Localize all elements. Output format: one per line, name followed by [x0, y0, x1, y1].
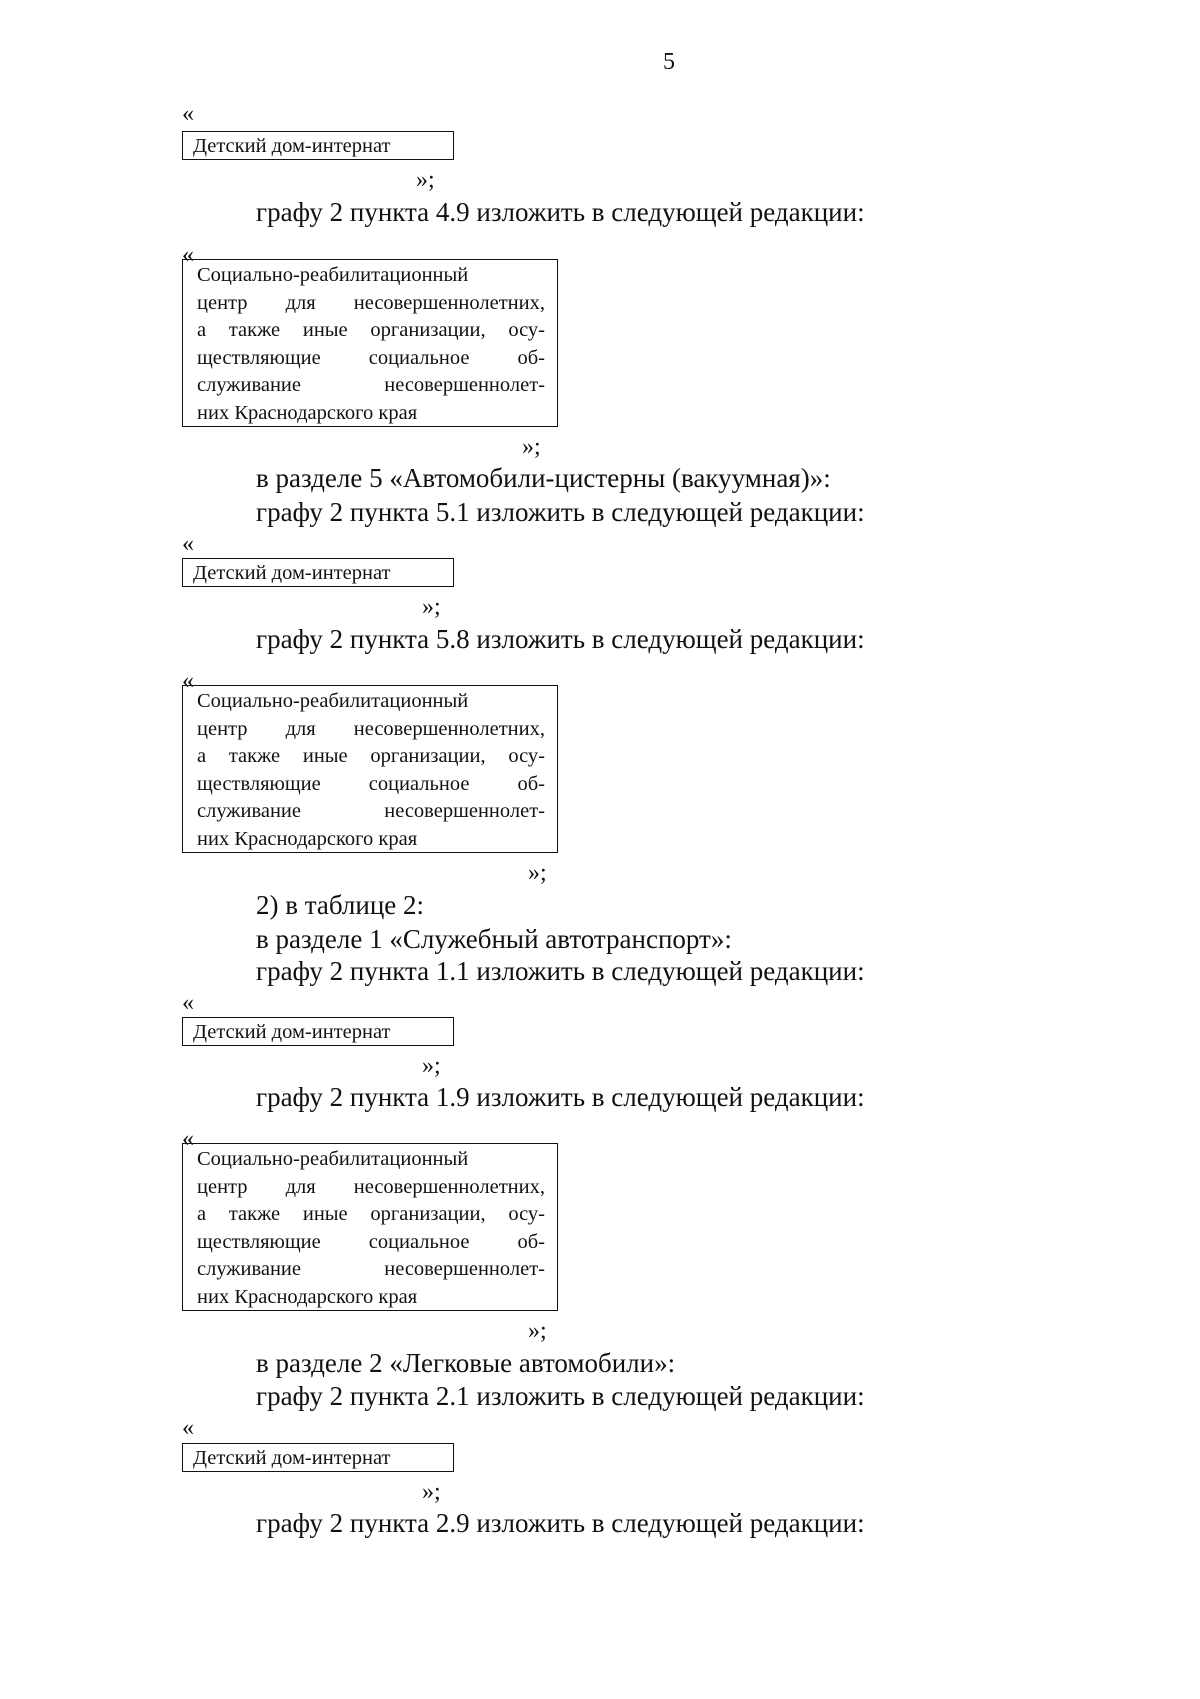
box-line: а также иные организации, осу-	[197, 745, 545, 768]
paragraph-1-1: графу 2 пункта 1.1 изложить в следующей редакции:	[256, 956, 865, 986]
paragraph-section-1: в разделе 1 «Служебный автотранспорт»:	[256, 924, 732, 954]
box-line: центр для несовершеннолетних,	[197, 291, 545, 314]
opening-quote: «	[182, 1126, 194, 1152]
box-line: а также иные организации, осу-	[197, 1203, 545, 1226]
closing-quote: »;	[528, 860, 547, 886]
opening-quote: «	[182, 668, 194, 694]
table-cell-box	[182, 259, 558, 427]
opening-quote: «	[182, 1415, 194, 1441]
closing-quote: »;	[422, 1053, 441, 1079]
table-cell-box: Детский дом-интернат	[182, 1443, 454, 1472]
closing-quote: »;	[422, 1479, 441, 1505]
box-line: центр для несовершеннолетних,	[197, 1175, 545, 1198]
table-cell-box: Детский дом-интернат	[182, 1017, 454, 1046]
box-line: них Краснодарского края	[197, 827, 418, 850]
box-line: Социально-реабилитационный	[197, 1148, 469, 1170]
paragraph-2-9: графу 2 пункта 2.9 изложить в следующей редакции:	[256, 1508, 865, 1538]
table-cell-box: Детский дом-интернат	[182, 558, 454, 587]
table-cell-box	[182, 685, 558, 853]
box-line: Социально-реабилитационный	[197, 264, 469, 286]
paragraph-section-5: в разделе 5 «Автомобили-цистерны (вакуумная)»:	[256, 463, 831, 493]
table-cell-box	[182, 1143, 558, 1311]
paragraph-2-1: графу 2 пункта 2.1 изложить в следующей редакции:	[256, 1381, 865, 1411]
page-number: 5	[663, 49, 675, 75]
box-line: ществляющие социальное об-	[197, 1230, 545, 1253]
closing-quote: »;	[528, 1318, 547, 1344]
box-line: служивание несовершеннолет-	[197, 1258, 545, 1281]
opening-quote: «	[182, 531, 194, 557]
box-line: служивание несовершеннолет-	[197, 374, 545, 397]
box-line: них Краснодарского края	[197, 1285, 418, 1308]
paragraph-5-8: графу 2 пункта 5.8 изложить в следующей редакции:	[256, 624, 865, 654]
box-line: них Краснодарского края	[197, 401, 418, 424]
box-line: центр для несовершеннолетних,	[197, 717, 545, 740]
opening-quote: «	[182, 242, 194, 268]
closing-quote: »;	[416, 167, 435, 193]
closing-quote: »;	[422, 594, 441, 620]
opening-quote: «	[182, 101, 194, 127]
paragraph-section-2: в разделе 2 «Легковые автомобили»:	[256, 1348, 676, 1378]
box-line: Социально-реабилитационный	[197, 690, 469, 712]
box-line: а также иные организации, осу-	[197, 319, 545, 342]
paragraph-1-9: графу 2 пункта 1.9 изложить в следующей редакции:	[256, 1082, 865, 1112]
opening-quote: «	[182, 990, 194, 1016]
box-line: ществляющие социальное об-	[197, 772, 545, 795]
paragraph-4-9: графу 2 пункта 4.9 изложить в следующей редакции:	[256, 197, 865, 227]
closing-quote: »;	[522, 434, 541, 460]
box-line: служивание несовершеннолет-	[197, 800, 545, 823]
table-cell-box: Детский дом-интернат	[182, 131, 454, 160]
box-line: ществляющие социальное об-	[197, 346, 545, 369]
paragraph-5-1: графу 2 пункта 5.1 изложить в следующей редакции:	[256, 497, 865, 527]
paragraph-table-2: 2) в таблице 2:	[256, 890, 425, 920]
